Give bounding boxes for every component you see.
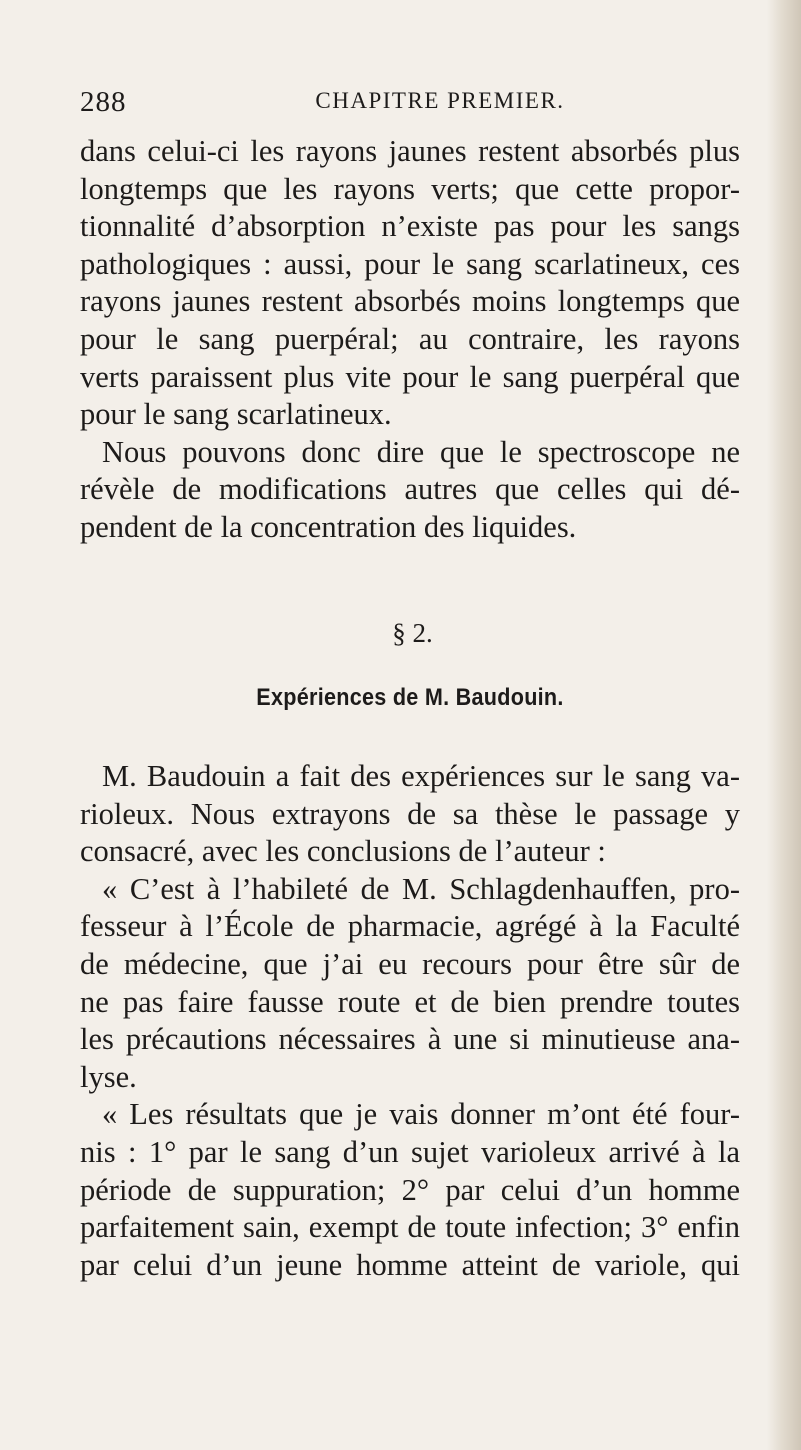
text-line: pour le sang scarlatineux. [80,397,392,432]
paragraph-block-2 [80,758,740,1284]
text-line: « Les résultats que je vais donner m’ont été four- [102,1097,740,1132]
text-line: M. Baudouin a fait des expériences sur le sang va- [102,759,740,793]
paragraph-block-1 [80,133,740,547]
text-line: les précautions nécessaires à une si minutieuse ana- [80,1022,740,1057]
text-line: rayons jaunes restent absorbés moins longtemps que [80,284,740,319]
text-line: lyse. [80,1059,137,1094]
text-line: pour le sang puerpéral; au contraire, les rayons [80,321,740,356]
text-line: de médecine, que j’ai eu recours pour être sûr de [80,946,740,981]
text-line: révèle de modifications autres que celles qui dé- [80,472,740,507]
text-line: Nous pouvons donc dire que le spectroscope ne [102,434,740,469]
text-line: pathologiques : aussi, pour le sang scarlatineux, ces [80,246,740,281]
text-line: nis : 1° par le sang d’un sujet varioleux arrivé à la [80,1134,740,1169]
page-number: 288 [80,86,127,118]
text-line: consacré, avec les conclusions de l’auteur : [80,834,606,869]
text-line: parfaitement sain, exempt de toute infection; 3° enfin [80,1210,740,1245]
section-title: Expériences de M. Baudouin. [256,684,564,711]
text-line: « C’est à l’habileté de M. Schlagdenhauffen, pro- [102,871,740,906]
text-line: rioleux. Nous extrayons de sa thèse le passage y [80,796,740,831]
text-line: longtemps que les rayons verts; que cette propor- [80,171,740,206]
text-line: dans celui-ci les rayons jaunes restent absorbés plus [80,134,740,168]
running-title: CHAPITRE PREMIER. [315,88,565,113]
text-line: tionnalité d’absorption n’existe pas pour les sangs [80,209,740,244]
text-line: fesseur à l’École de pharmacie, agrégé à la Faculté [80,909,740,944]
text-line: période de suppuration; 2° par celui d’un homme [80,1172,740,1207]
page-edge-shadow [767,0,801,1450]
text-line: ne pas faire fausse route et de bien prendre toutes [80,984,740,1019]
text-line: par celui d’un jeune homme atteint de variole, qui [80,1247,740,1282]
text-line: pendent de la concentration des liquides. [80,509,577,544]
text-line: verts paraissent plus vite pour le sang puerpéral que [80,359,740,394]
section-number: § 2. [392,618,433,648]
page-header [80,86,740,126]
